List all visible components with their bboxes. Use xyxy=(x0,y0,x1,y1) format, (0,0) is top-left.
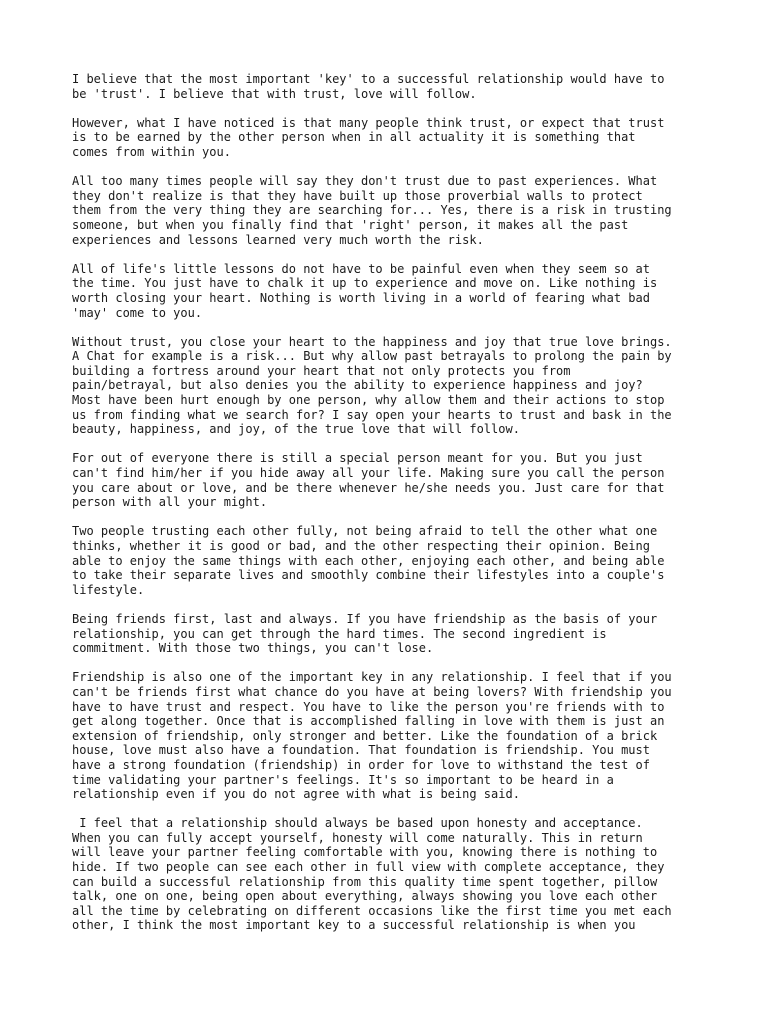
paragraph-10: I feel that a relationship should always be based upon honesty and acceptance. When you can fully accept yourself, honesty will come naturally. This in return will leave your partner feeling comfortable with you, knowing there is nothing to hide. If two people can see each other in full view with complete acceptance, they can build a successful relationship from this quality time spent together, pillow talk, one on one, being open about everything, always showing you love each other all the time by celebrating on different occasions like the first time you met each other, I think the most important key to a successful relationship is when you xyxy=(72,816,672,933)
paragraph-7: Two people trusting each other fully, not being afraid to tell the other what one thinks, whether it is good or bad, and the other respecting their opinion. Being able to enjoy the same things with each other, enjoying each other, and being able to take their separate lives and smoothly combine their lifestyles into a couple's lifestyle. xyxy=(72,524,665,597)
paragraph-9: Friendship is also one of the important key in any relationship. I feel that if you can't be friends first what chance do you have at being lovers? With friendship you have to have trust and respect. You have to like the person you're friends with to get along together. Once that is accomplished falling in love with them is just an extension of friendship, only stronger and better. Like the foundation of a brick house, love must also have a foundation. That foundation is friendship. You must have a strong foundation (friendship) in order for love to withstand the test of time validating your partner's feelings. It's so important to be heard in a relationship even if you do not agree with what is being said. xyxy=(72,670,672,802)
paragraph-3: All too many times people will say they don't trust due to past experiences. What they don't realize is that they have built up those proverbial walls to protect them from the very thing they are searching for... Yes, there is a risk in trusting someone, but when you finally find that 'right' person, it makes all the past experiences and lessons learned very much worth the risk. xyxy=(72,174,672,247)
paragraph-6: For out of everyone there is still a special person meant for you. But you just can't find him/her if you hide away all your life. Making sure you call the person you care about or love, and be there whenever he/she needs you. Just care for that person with all your might. xyxy=(72,451,665,510)
paragraph-5: Without trust, you close your heart to the happiness and joy that true love brings. A Chat for example is a risk... But why allow past betrayals to prolong the pain by building a fortress around your heart that not only protects you from pain/betrayal, but also denies you the ability to experience happiness and joy? Most have been hurt enough by one person, why allow them and their actions to stop us from finding what we search for? I say open your hearts to trust and bask in the beauty, happiness, and joy, of the true love that will follow. xyxy=(72,334,672,437)
paragraph-1: I believe that the most important 'key' to a successful relationship would have to be 'trust'. I believe that with trust, love will follow. xyxy=(72,72,665,101)
paragraph-4: All of life's little lessons do not have to be painful even when they seem so at the time. You just have to chalk it up to experience and move on. Like nothing is worth closing your heart. Nothing is worth living in a world of fearing what bad 'may' come to you. xyxy=(72,261,658,320)
paragraph-2: However, what I have noticed is that many people think trust, or expect that trust is to be earned by the other person when in all actuality it is something that comes from within you. xyxy=(72,115,665,159)
document-body xyxy=(72,72,712,948)
paragraph-8: Being friends first, last and always. If you have friendship as the basis of your relationship, you can get through the hard times. The second ingredient is commitment. With those two things, you can't lose. xyxy=(72,611,658,656)
